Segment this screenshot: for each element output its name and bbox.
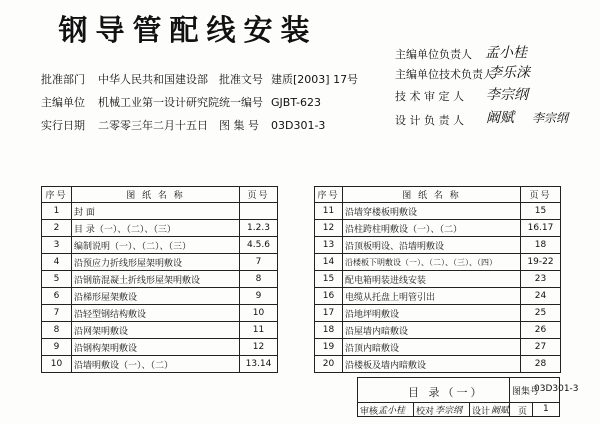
row-name: 沿屋墙内暗敷设 [343, 322, 521, 339]
title-block [357, 377, 579, 417]
row-page: 4.5.6 [240, 237, 278, 254]
row-no: 3 [42, 237, 72, 254]
header-name: 图 纸 名 称 [343, 187, 521, 203]
row-page [240, 203, 278, 220]
row-no: 9 [42, 339, 72, 356]
row-name: 封 面 [72, 203, 240, 220]
page-number: 1 [543, 404, 549, 414]
row-no: 11 [315, 203, 343, 220]
signature: 李乐涞 [488, 65, 530, 81]
check-label: 校对 [416, 407, 435, 417]
row-name: 沿网架明敷设 [72, 322, 240, 339]
review-label: 审核 [360, 407, 379, 417]
row-page: 13.14 [240, 356, 278, 373]
atlas: 03D301-3 [271, 119, 326, 132]
row-no: 18 [315, 322, 343, 339]
row-page: 1.2.3 [240, 220, 278, 237]
table-header [42, 187, 278, 203]
design-signature: 阚赋 [491, 406, 510, 416]
row-page: 27 [521, 339, 561, 356]
row-no: 15 [315, 271, 343, 288]
table-row [42, 220, 278, 237]
unified: GJBT-623 [271, 96, 321, 109]
approve-dept-label: 批准部门 [41, 73, 85, 86]
table-row [315, 203, 561, 220]
signatory-role: 主编单位负责人 [395, 48, 472, 61]
approve-dept: 中华人民共和国建设部 [98, 73, 208, 86]
row-no: 17 [315, 305, 343, 322]
table-row [42, 254, 278, 271]
divider [413, 402, 414, 416]
table-row [315, 339, 561, 356]
header-name: 图 纸 名 称 [72, 187, 240, 203]
row-name: 沿楼板下明敷设（一）、（二）、（三）、（四） [343, 254, 521, 271]
design-label: 设计 [472, 407, 491, 417]
table-row [315, 356, 561, 373]
effective: 二零零三年二月十五日 [98, 119, 208, 132]
row-name: 沿顶板明设、沿墙明敷设 [343, 237, 521, 254]
row-no: 7 [42, 305, 72, 322]
row-name: 编制说明（一）、（二）、（三） [72, 237, 240, 254]
row-page: 10 [240, 305, 278, 322]
row-no: 4 [42, 254, 72, 271]
row-no: 2 [42, 220, 72, 237]
table-row [315, 220, 561, 237]
table-header [315, 187, 561, 203]
row-no: 13 [315, 237, 343, 254]
row-no: 20 [315, 356, 343, 373]
row-page: 16.17 [521, 220, 561, 237]
approve-doc-label: 批准文号 [219, 73, 263, 86]
row-page: 12 [240, 339, 278, 356]
row-no: 8 [42, 322, 72, 339]
signatory-role: 设 计 负 责 人 [395, 114, 464, 127]
row-page: 24 [521, 288, 561, 305]
table-row [315, 288, 561, 305]
row-page: 18 [521, 237, 561, 254]
divider [532, 402, 533, 416]
row-name: 沿钢构架明敷设 [72, 339, 240, 356]
row-name: 沿楼板及墙内暗敷设 [343, 356, 521, 373]
row-page: 28 [521, 356, 561, 373]
row-page: 25 [521, 305, 561, 322]
signature: 孟小桂 [485, 45, 527, 61]
divider [509, 378, 510, 416]
table-row [315, 305, 561, 322]
signatory-role: 技 术 审 定 人 [395, 90, 464, 103]
review-signature: 孟小桂 [378, 406, 406, 416]
row-no: 19 [315, 339, 343, 356]
signatory-role: 主编单位技术负责人 [395, 68, 494, 81]
row-name: 沿轻型钢结构敷设 [72, 305, 240, 322]
table-row [42, 288, 278, 305]
row-name: 沿钢筋混凝土折线形屋架明敷设 [72, 271, 240, 288]
approve-doc: 建质[2003] 17号 [271, 73, 359, 86]
row-no: 1 [42, 203, 72, 220]
row-page: 23 [521, 271, 561, 288]
table-row [315, 271, 561, 288]
row-page: 15 [521, 203, 561, 220]
row-name: 配电箱明装进线安装 [343, 271, 521, 288]
table-row [42, 322, 278, 339]
row-no: 14 [315, 254, 343, 271]
unified-label: 统一编号 [219, 96, 263, 109]
page-title: 钢导管配线安装 [58, 13, 318, 47]
row-page: 9 [240, 288, 278, 305]
row-no: 16 [315, 288, 343, 305]
row-name: 目 录（一）、（二）、（三） [72, 220, 240, 237]
signature: 李宗纲 [486, 87, 528, 103]
row-page: 26 [521, 322, 561, 339]
table-row [42, 305, 278, 322]
effective-label: 实行日期 [41, 119, 85, 132]
row-name: 沿墙明敷设（一）、（二） [72, 356, 240, 373]
page-label: 页 [518, 407, 528, 417]
table-row [315, 237, 561, 254]
header-page: 页号 [240, 187, 278, 203]
check-signature: 李宗纲 [435, 406, 463, 416]
table-row [42, 356, 278, 373]
table-row [315, 254, 561, 271]
header-page: 页号 [521, 187, 561, 203]
tb-atlas-label: 图集号 [512, 387, 540, 397]
atlas-label: 图 集 号 [219, 119, 259, 132]
drawing-name: 目 录（一） [408, 386, 485, 399]
tb-atlas: 03D301-3 [534, 384, 579, 394]
signature: 李宗纲 [532, 111, 569, 125]
row-name: 沿顶内暗敷设 [343, 339, 521, 356]
row-page: 19-22 [521, 254, 561, 271]
row-page: 11 [240, 322, 278, 339]
row-name: 沿梯形屋架敷设 [72, 288, 240, 305]
row-page: 8 [240, 271, 278, 288]
table-row [42, 237, 278, 254]
table-row [42, 339, 278, 356]
header-no: 序号 [42, 187, 72, 203]
row-name: 沿预应力折线形屋架明敷设 [72, 254, 240, 271]
editor-label: 主编单位 [41, 96, 85, 109]
row-name: 电缆从托盘上明管引出 [343, 288, 521, 305]
row-page: 7 [240, 254, 278, 271]
row-name: 沿墙穿楼板明敷设 [343, 203, 521, 220]
row-no: 12 [315, 220, 343, 237]
table-row [42, 203, 278, 220]
row-no: 5 [42, 271, 72, 288]
table-row [315, 322, 561, 339]
table-row [42, 271, 278, 288]
index-table-right [314, 186, 561, 373]
row-no: 10 [42, 356, 72, 373]
row-no: 6 [42, 288, 72, 305]
divider [469, 402, 470, 416]
row-name: 沿柱跨柱明敷设（一）、（二） [343, 220, 521, 237]
signature: 阚赋 [486, 110, 514, 126]
editor: 机械工业第一设计研究院 [98, 96, 219, 109]
header-no: 序号 [315, 187, 343, 203]
index-table-left [41, 186, 278, 373]
row-name: 沿地坪明敷设 [343, 305, 521, 322]
